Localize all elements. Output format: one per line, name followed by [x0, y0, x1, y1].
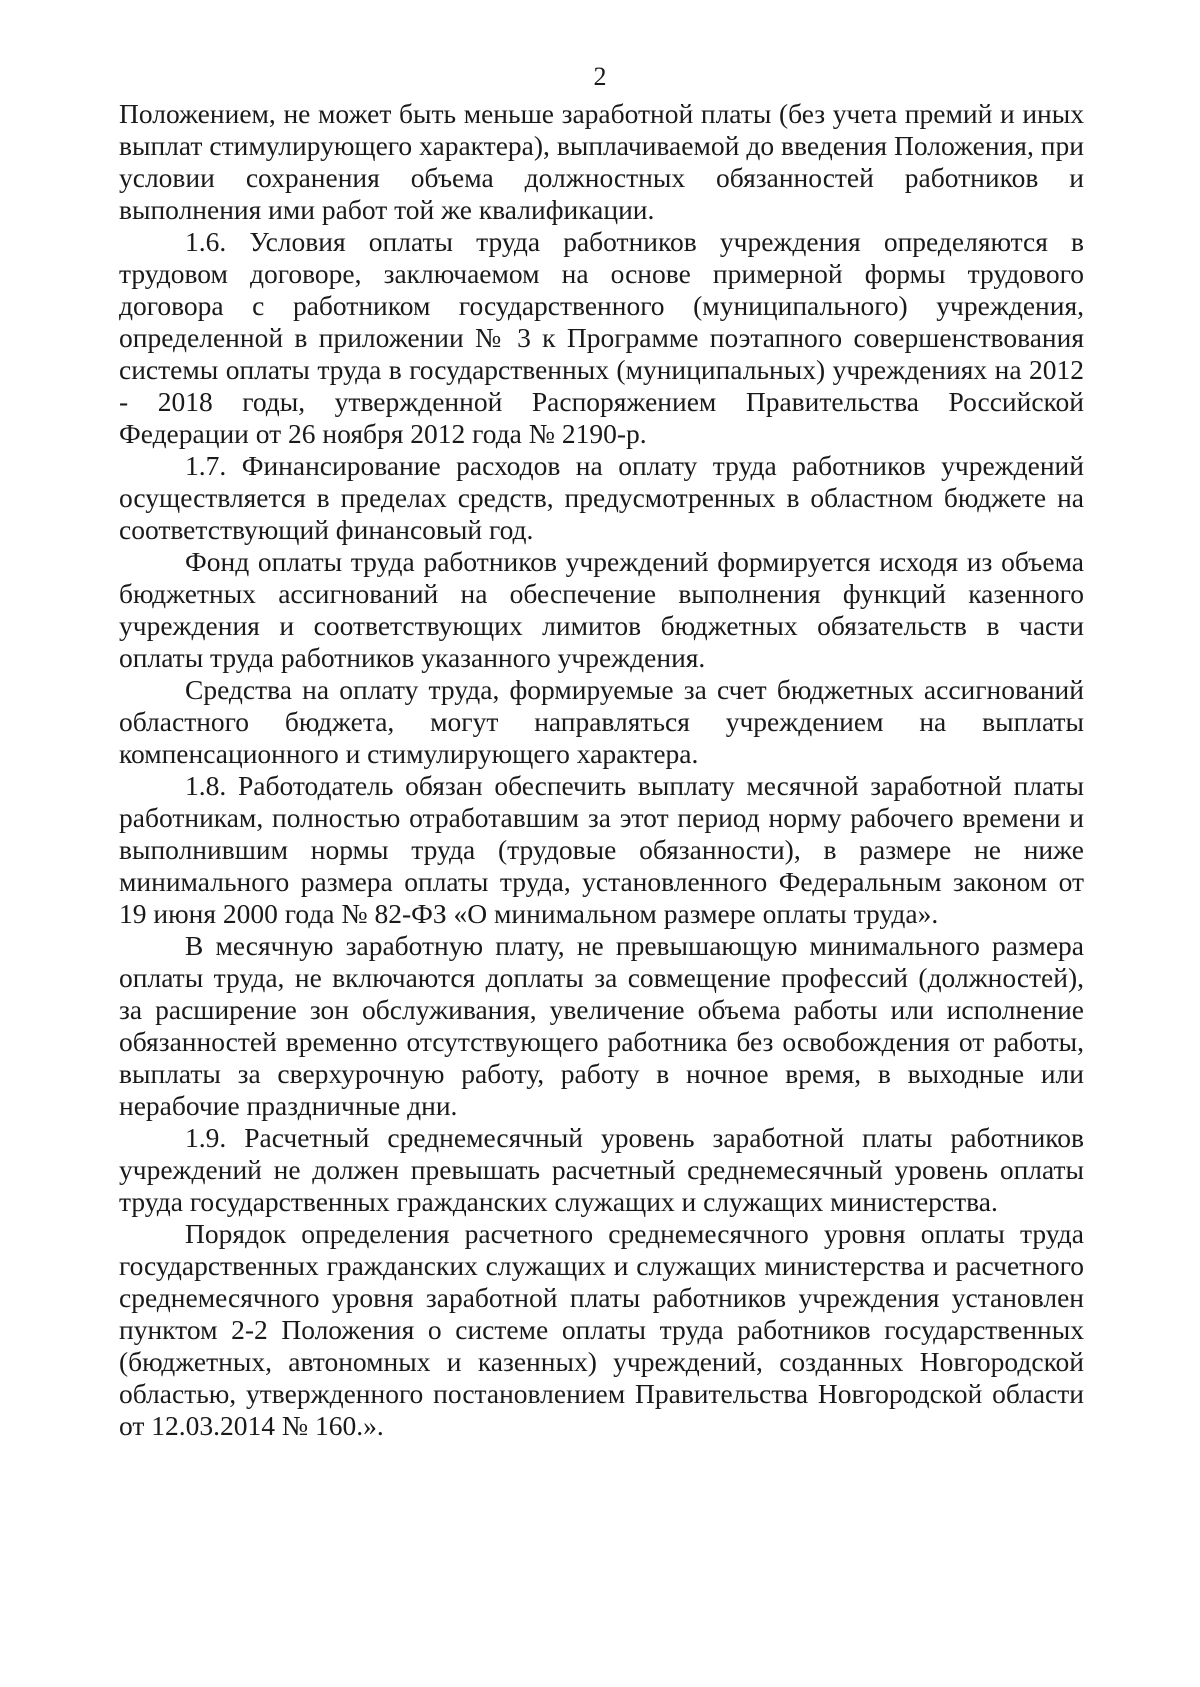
- page-number: 2: [593, 62, 607, 91]
- paragraph-wage-fund: Фонд оплаты труда работников учреждений формируется исходя из объема бюджетных ассигнований на обеспечение выполнения функций казенного учреждения и соответствующих лимитов бюджетных обязательств в части оплаты труда работников указанного учреждения.: [119, 546, 1084, 673]
- paragraph-1-9: 1.9. Расчетный среднемесячный уровень заработной платы работников учреждений не должен превышать расчетный среднемесячный уровень оплаты труда государственных гражданских служащих и служащих министерства.: [119, 1122, 1084, 1217]
- paragraph-calculation-order: Порядок определения расчетного среднемесячного уровня оплаты труда государственных гражданских служащих и служащих министерства и расчетного среднемесячного уровня заработной платы работников учреждения установлен пунктом 2-2 Положения о системе оплаты труда работников государственных (бюджетных, автономных и казенных) учреждений, созданных Новгородской областью, утвержденного постановлением Правительства Новгородской области от 12.03.2014 № 160.».: [119, 1218, 1084, 1441]
- document-body: [119, 98, 1084, 1442]
- paragraph-1-8: 1.8. Работодатель обязан обеспечить выплату месячной заработной платы работникам, полностью отработавшим за этот период норму рабочего времени и выполнившим нормы труда (трудовые обязанности), в размере не ниже минимального размера оплаты труда, установленного Федеральным законом от 19 июня 2000 года № 82-ФЗ «О минимальном размере оплаты труда».: [119, 770, 1084, 929]
- paragraph-1-6: 1.6. Условия оплаты труда работников учреждения определяются в трудовом договоре, заключаемом на основе примерной формы трудового договора с работником государственного (муниципального) учреждения, определенной в приложении № 3 к Программе поэтапного совершенствования системы оплаты труда в государственных (муниципальных) учреждениях на 2012 - 2018 годы, утвержденной Распоряжением Правительства Российской Федерации от 26 ноября 2012 года № 2190-р.: [119, 226, 1084, 449]
- paragraph-continuation: Положением, не может быть меньше заработной платы (без учета премий и иных выплат стимулирующего характера), выплачиваемой до введения Положения, при условии сохранения объема должностных обязанностей работников и выполнения ими работ той же квалификации.: [119, 98, 1084, 225]
- paragraph-minimum-wage-exclusions: В месячную заработную плату, не превышающую минимального размера оплаты труда, не включаются доплаты за совмещение профессий (должностей), за расширение зон обслуживания, увеличение объема работы или исполнение обязанностей временно отсутствующего работника без освобождения от работы, выплаты за сверхурочную работу, работу в ночное время, в выходные или нерабочие праздничные дни.: [119, 930, 1084, 1121]
- paragraph-1-7: 1.7. Финансирование расходов на оплату труда работников учреждений осуществляется в пределах средств, предусмотренных в областном бюджете на соответствующий финансовый год.: [119, 450, 1084, 545]
- paragraph-wage-funds-use: Средства на оплату труда, формируемые за счет бюджетных ассигнований областного бюджета, могут направляться учреждением на выплаты компенсационного и стимулирующего характера.: [119, 674, 1084, 769]
